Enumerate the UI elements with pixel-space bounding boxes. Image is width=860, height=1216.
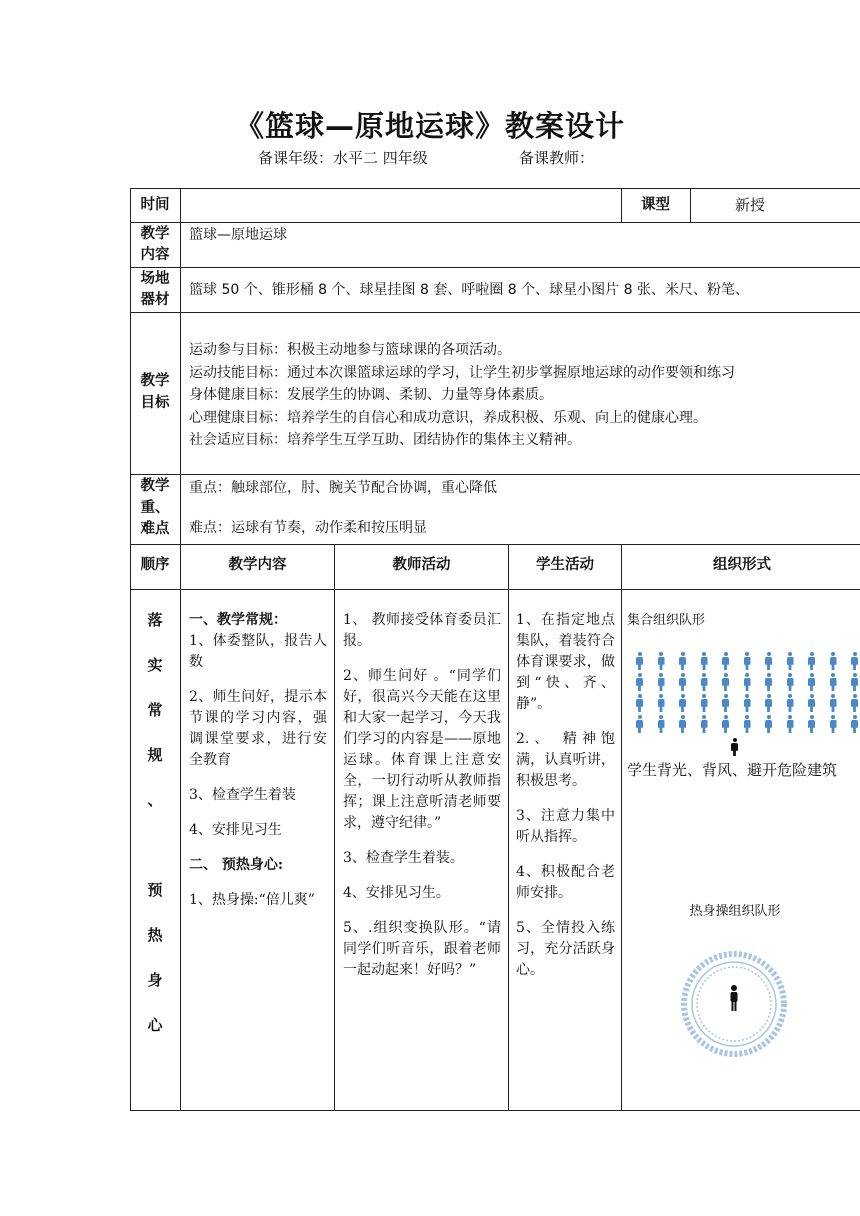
teacher-icon — [731, 738, 738, 756]
key-points-label: 教学重、难点 — [140, 478, 170, 537]
teacher-item: 1、 教师接受体育委员汇报。 — [343, 612, 501, 649]
student-item: 5、全情投入练习，充分活跃身心。 — [516, 920, 615, 978]
student-icon — [744, 715, 751, 733]
goal-skill: 运动技能目标：通过本次课篮球运球的学习，让学生初步掌握原地运球的动作要领和练习 — [189, 364, 735, 381]
student-icon — [830, 652, 837, 670]
student-icon — [851, 694, 858, 712]
warmup-circle-formation — [678, 948, 790, 1060]
student-icon — [808, 652, 815, 670]
student-icon — [765, 694, 772, 712]
lesson-type-label: 课型 — [641, 197, 670, 213]
teacher-item: 2、师生问好 。“同学们好，很高兴今天能在这里和大家一起学习，今天我们学习的内容是——原地运球。体育课上注意安全，一切行动听从教师指挥；课上注意听清老师要求，遵守纪律。” — [343, 668, 501, 831]
student-icon — [851, 652, 858, 670]
student-icon — [787, 673, 794, 691]
student-icon — [830, 715, 837, 733]
student-icon — [744, 652, 751, 670]
lesson-plan-table — [130, 188, 860, 1111]
student-item: 1、在指定地点集队，着装符合体育课要求，做到“快、齐、静”。 — [516, 612, 615, 712]
student-icon — [658, 715, 665, 733]
equipment-value: 篮球 50 个、锥形桶 8 个、球星挂图 8 套、呼啦圈 8 个、球星小图片 8 张、米尺、粉笔、 — [189, 282, 749, 298]
teacher-item: 4、安排见习生。 — [343, 885, 450, 901]
student-icon — [636, 694, 643, 712]
goal-health: 身体健康目标：发展学生的协调、柔韧、力量等身体素质。 — [189, 387, 553, 403]
student-icon — [851, 673, 858, 691]
student-icon — [636, 673, 643, 691]
student-icon — [851, 715, 858, 733]
student-icon — [701, 694, 708, 712]
student-icon — [722, 715, 729, 733]
teacher-item: 5、.组织变换队形。“请同学们听音乐，跟着老师一起动起来！好吗？” — [343, 920, 501, 978]
difficulty-point: 难点：运球有节奏，动作柔和按压明显 — [189, 520, 427, 536]
col-teacher: 教师活动 — [392, 557, 451, 573]
col-order: 顺序 — [140, 557, 170, 573]
student-item: 2.、 精神饱满，认真听讲，积极思考。 — [516, 731, 615, 789]
student-item: 3、注意力集中听从指挥。 — [516, 808, 615, 845]
content-label: 教学内容 — [140, 226, 170, 263]
student-icon — [658, 694, 665, 712]
goal-social: 社会适应目标：培养学生互学互助、团结协作的集体主义精神。 — [189, 432, 581, 448]
student-activities — [509, 610, 621, 1100]
section-order: 落 实 常 规 、 预 热 身 心 — [147, 611, 163, 1034]
goal-participation: 运动参与目标：积极主动地参与篮球课的各项活动。 — [189, 342, 511, 358]
student-icon — [830, 673, 837, 691]
student-icon — [722, 694, 729, 712]
key-point: 重点：触球部位，肘、腕关节配合协调，重心降低 — [189, 480, 497, 496]
student-icon — [808, 694, 815, 712]
formation-title: 集合组织队形 — [627, 613, 706, 628]
student-icon — [679, 694, 686, 712]
student-item: 4、积极配合老师安排。 — [516, 864, 615, 901]
formation-note: 学生背光、背风、避开危险建筑 — [627, 761, 838, 779]
student-icon — [701, 715, 708, 733]
student-icon — [701, 652, 708, 670]
student-icon — [722, 652, 729, 670]
student-icon — [787, 694, 794, 712]
goals-label: 教学目标 — [140, 373, 170, 411]
student-icon — [636, 652, 643, 670]
content-item: 3、检查学生着装 — [189, 787, 296, 803]
col-organization: 组织形式 — [713, 557, 771, 573]
content-item: 2、师生问好，提示本节课的学习内容，强调课堂要求，进行安全教育 — [189, 689, 327, 768]
section-content — [181, 610, 334, 1100]
student-icon — [679, 673, 686, 691]
content-heading-routine: 一、教学常规： — [189, 612, 287, 628]
outer-circle — [684, 954, 784, 1054]
student-icon — [679, 715, 686, 733]
document-title: 《篮球—原地运球》教案设计 — [234, 109, 625, 143]
col-content: 教学内容 — [228, 557, 287, 573]
content-value: 篮球—原地运球 — [189, 227, 287, 243]
grade-line: 备课年级：水平二 四年级 — [258, 149, 428, 167]
content-heading-warmup: 二、 预热身心: — [189, 857, 284, 873]
student-icon — [808, 673, 815, 691]
middle-circle — [692, 962, 776, 1046]
content-item: 1、热身操:“倍儿爽” — [189, 892, 315, 908]
student-icon — [787, 715, 794, 733]
assembly-formation-diagram — [636, 652, 860, 762]
equipment-label: 场地器材 — [140, 271, 170, 308]
student-icon — [765, 715, 772, 733]
student-icon — [744, 694, 751, 712]
student-icon — [636, 715, 643, 733]
student-icon — [808, 715, 815, 733]
lesson-type-value: 新授 — [734, 196, 765, 214]
student-icon — [830, 694, 837, 712]
time-value — [181, 188, 621, 222]
teacher-activities — [335, 610, 508, 1100]
col-student: 学生活动 — [536, 557, 594, 573]
student-icon — [658, 673, 665, 691]
inner-circle — [697, 967, 771, 1041]
teacher-item: 3、检查学生着装。 — [343, 850, 464, 866]
student-icon — [765, 673, 772, 691]
goals-list — [181, 312, 860, 474]
student-icon — [765, 652, 772, 670]
student-icon — [679, 652, 686, 670]
student-icon — [701, 673, 708, 691]
teacher-line: 备课教师： — [519, 149, 595, 167]
content-item: 4、安排见习生 — [189, 822, 282, 838]
student-icon — [722, 673, 729, 691]
goal-mental: 心理健康目标：培养学生的自信心和成功意识，养成积极、乐观、向上的健康心理。 — [189, 409, 707, 426]
content-item: 1、体委整队，报告人数 — [189, 633, 327, 670]
student-icon — [787, 652, 794, 670]
warmup-formation-title: 热身操组织队形 — [689, 904, 781, 919]
time-label: 时间 — [140, 197, 170, 213]
student-icon — [658, 652, 665, 670]
student-icon — [744, 673, 751, 691]
teacher-icon — [731, 985, 738, 1011]
